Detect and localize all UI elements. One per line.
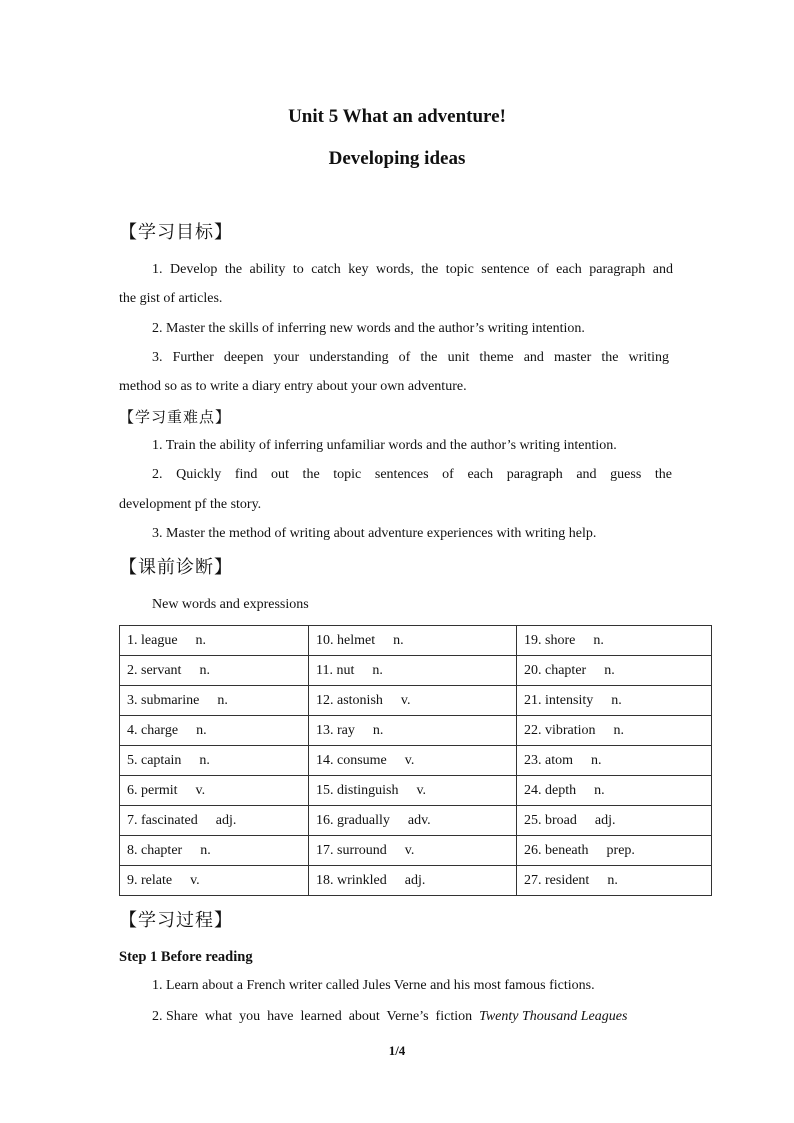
vocab-word: 27. resident xyxy=(524,872,590,888)
vocab-pos: n. xyxy=(604,662,615,678)
vocab-cell xyxy=(309,626,517,656)
table-row xyxy=(120,836,712,866)
vocab-cell xyxy=(517,656,712,686)
vocab-pos: n. xyxy=(372,722,384,738)
vocab-word: 4. charge xyxy=(127,722,179,738)
vocab-word: 12. astonish xyxy=(316,692,383,708)
vocab-pos: n. xyxy=(217,692,228,708)
table-row xyxy=(120,656,712,686)
vocab-word: 17. surround xyxy=(316,842,387,858)
step-1-item-1: 1. Learn about a French writer called Jules Verne and his most famous fictions. xyxy=(152,978,595,993)
vocab-word: 6. permit xyxy=(127,782,178,798)
section-objectives-heading: 【学习目标】 xyxy=(119,222,233,243)
vocab-pos: n. xyxy=(195,632,207,648)
vocab-word: 14. consume xyxy=(316,752,387,768)
vocab-word: 20. chapter xyxy=(524,662,587,678)
key-point-2-line-2: development pf the story. xyxy=(119,497,262,512)
step-1-item-2 xyxy=(152,1009,627,1025)
page-number: 1/4 xyxy=(388,1043,406,1058)
table-row xyxy=(120,686,712,716)
objective-2: 2. Master the skills of inferring new words and the author’s writing intention. xyxy=(152,321,585,336)
table-row xyxy=(120,626,712,656)
vocab-cell xyxy=(120,716,309,746)
vocab-cell xyxy=(309,776,517,806)
table-row xyxy=(120,806,712,836)
vocab-pos: adj. xyxy=(594,812,616,828)
vocab-cell xyxy=(309,866,517,896)
vocab-pos: v. xyxy=(195,782,206,798)
vocab-cell xyxy=(309,806,517,836)
vocab-pos: n. xyxy=(393,632,404,648)
vocab-word: 22. vibration xyxy=(524,722,596,738)
vocab-word: 16. gradually xyxy=(316,812,390,828)
section-key-points-heading: 【学习重难点】 xyxy=(119,408,232,426)
vocab-word: 19. shore xyxy=(524,632,576,648)
vocab-cell xyxy=(517,866,712,896)
vocab-word: 21. intensity xyxy=(524,692,594,708)
vocab-pos: v. xyxy=(404,752,415,768)
vocab-cell xyxy=(517,716,712,746)
vocab-word: 15. distinguish xyxy=(316,782,399,798)
vocab-cell xyxy=(517,776,712,806)
vocab-pos: adv. xyxy=(407,812,431,828)
vocab-cell xyxy=(309,716,517,746)
vocab-pos: n. xyxy=(607,872,618,888)
vocab-pos: prep. xyxy=(606,842,635,858)
vocab-pos: n. xyxy=(591,752,602,768)
vocab-word: 10. helmet xyxy=(316,632,376,648)
vocab-word: 11. nut xyxy=(316,662,355,678)
objective-3-line-2: method so as to write a diary entry about your own adventure. xyxy=(119,379,467,394)
section-diagnosis-heading: 【课前诊断】 xyxy=(119,557,233,578)
section-process-heading: 【学习过程】 xyxy=(119,910,233,931)
vocab-pos: n. xyxy=(613,722,625,738)
vocab-pos: v. xyxy=(416,782,427,798)
vocab-cell xyxy=(120,746,309,776)
vocab-pos: adj. xyxy=(215,812,237,828)
vocab-word: 7. fascinated xyxy=(127,812,198,828)
vocab-cell xyxy=(517,626,712,656)
vocab-cell xyxy=(120,806,309,836)
vocab-cell xyxy=(309,656,517,686)
objective-1-line-1: 1. Develop the ability to catch key words, the topic sentence of each paragraph and xyxy=(152,262,673,277)
objective-3-line-1: 3. Further deepen your understanding of the unit theme and master the writing xyxy=(152,350,669,365)
vocab-word: 8. chapter xyxy=(127,842,183,858)
vocab-word: 2. servant xyxy=(127,662,182,678)
key-point-1: 1. Train the ability of inferring unfamiliar words and the author’s writing intention. xyxy=(152,438,617,453)
table-row xyxy=(120,776,712,806)
objective-1-line-2: the gist of articles. xyxy=(119,291,223,306)
vocab-cell xyxy=(517,836,712,866)
vocab-cell xyxy=(120,866,309,896)
step-1-heading: Step 1 Before reading xyxy=(119,949,253,965)
vocab-cell xyxy=(120,656,309,686)
page-title: Unit 5 What an adventure! xyxy=(288,106,506,127)
vocab-cell xyxy=(309,836,517,866)
table-row xyxy=(120,866,712,896)
vocab-pos: n. xyxy=(199,752,210,768)
table-row xyxy=(120,746,712,776)
vocab-pos: n. xyxy=(372,662,383,678)
table-row xyxy=(120,716,712,746)
vocab-word: 1. league xyxy=(127,632,178,648)
vocab-pos: v. xyxy=(404,842,415,858)
vocab-cell xyxy=(120,776,309,806)
key-point-3: 3. Master the method of writing about adventure experiences with writing help. xyxy=(152,526,597,541)
vocab-cell xyxy=(309,686,517,716)
vocab-word: 26. beneath xyxy=(524,842,589,858)
vocab-pos: n. xyxy=(199,662,210,678)
vocab-cell xyxy=(120,626,309,656)
vocab-pos: n. xyxy=(594,782,605,798)
vocab-pos: n. xyxy=(593,632,604,648)
vocab-word: 23. atom xyxy=(524,752,573,768)
vocab-cell xyxy=(517,746,712,776)
vocab-cell xyxy=(120,836,309,866)
vocab-pos: n. xyxy=(200,842,211,858)
vocab-cell xyxy=(517,806,712,836)
vocab-word: 25. broad xyxy=(524,812,577,828)
vocab-table xyxy=(119,625,712,896)
vocab-cell xyxy=(309,746,517,776)
vocab-cell xyxy=(517,686,712,716)
vocab-pos: v. xyxy=(400,692,411,708)
vocab-word: 5. captain xyxy=(127,752,182,768)
vocab-cell xyxy=(120,686,309,716)
vocab-word: 3. submarine xyxy=(127,692,200,708)
vocab-pos: v. xyxy=(190,872,200,888)
key-point-2-line-1: 2. Quickly find out the topic sentences of each paragraph and guess the xyxy=(152,467,672,482)
vocab-word: 24. depth xyxy=(524,782,577,798)
vocab-word: 18. wrinkled xyxy=(316,872,387,888)
vocab-pos: n. xyxy=(611,692,622,708)
vocab-pos: n. xyxy=(196,722,207,738)
step-1-item-2-text: 2. Share what you have learned about Verne’s fiction xyxy=(152,1009,480,1024)
page-subtitle: Developing ideas xyxy=(328,148,466,169)
fiction-title: Twenty Thousand Leagues xyxy=(479,1009,628,1024)
vocab-pos: adj. xyxy=(404,872,426,888)
vocab-word: 13. ray xyxy=(316,722,355,738)
vocab-word: 9. relate xyxy=(127,872,173,888)
vocab-heading: New words and expressions xyxy=(152,597,309,612)
